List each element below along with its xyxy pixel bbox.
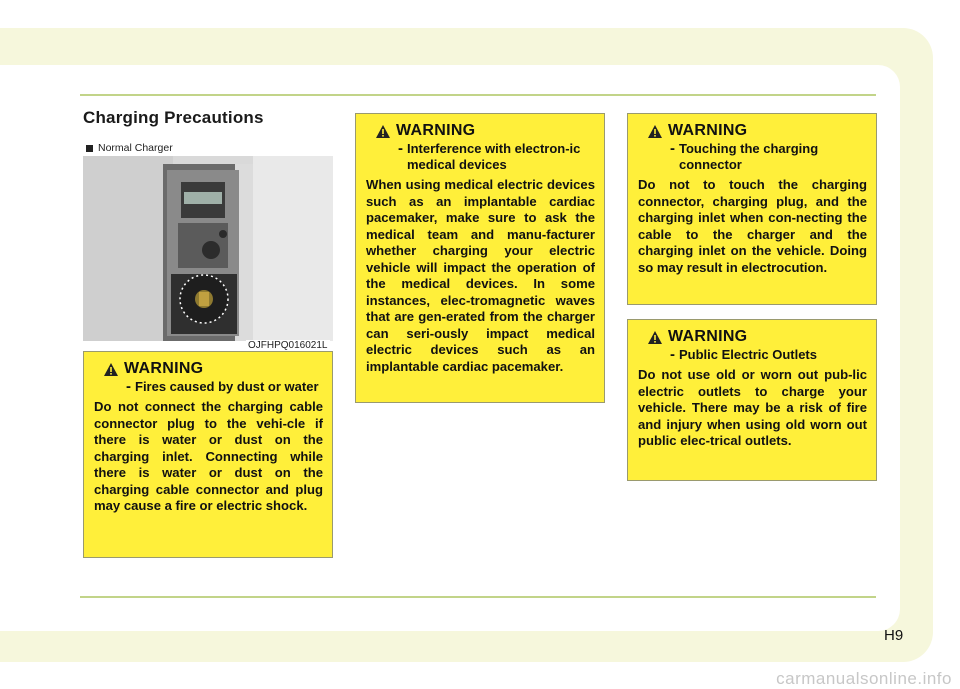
warning-body: Do not connect the charging cable connector plug to the vehi-cle if there is water or dust on the charging inlet. Connecting while there is water or dust on the charging cable connector and plug may cause a fire or electric shock.: [94, 399, 323, 513]
warning-box-medical-devices: [355, 113, 605, 403]
figure-label: [86, 142, 173, 154]
warning-header: [648, 122, 867, 140]
warning-triangle-icon: [104, 363, 118, 376]
warning-triangle-icon: [648, 331, 662, 344]
warning-title: WARNING: [396, 122, 476, 139]
warning-triangle-icon: [648, 125, 662, 138]
figure-code: OJFHPQ016021L: [248, 340, 328, 351]
warning-header: [648, 328, 867, 346]
charger-illustration: [83, 156, 333, 341]
warning-body: Do not use old or worn out pub-lic electric outlets to charge your vehicle. There may be a risk of fire and injury when using old worn out public elec-trical outlets.: [638, 367, 867, 448]
warning-subtitle: - Public Electric Outlets: [670, 346, 817, 363]
top-rule: [80, 94, 876, 96]
warning-subtitle: - Touching the charging connector: [670, 140, 819, 172]
bullet-square-icon: [86, 145, 93, 152]
warning-title: WARNING: [668, 122, 748, 139]
warning-title: WARNING: [124, 360, 204, 377]
warning-header: [376, 122, 595, 140]
warning-body: When using medical electric devices such as an implantable cardiac pacemaker, make sure to ask the medical team and manu-facturer whether charging your electric vehicle will impact the operation of the medical devices. In some instances, elec-tromagnetic waves that are gen-erated from the charger can seri-ously impact medical electric devices such as an implantable cardiac pacemaker.: [366, 177, 595, 374]
watermark: carmanualsonline.info: [776, 669, 952, 688]
figure-label-text: Normal Charger: [98, 142, 173, 154]
warning-body: Do not to touch the charging connector, charging plug, and the charging inlet when con-necting the cable to the charger and the charging inlet on the vehicle. Doing so may result in electrocution.: [638, 177, 867, 275]
charger-photo: [83, 156, 333, 341]
bottom-rule: [80, 596, 876, 598]
warning-subtitle: - Fires caused by dust or water: [126, 378, 319, 395]
warning-subtitle: - Interference with electron-ic medical devices: [398, 140, 581, 172]
warning-triangle-icon: [376, 125, 390, 138]
section-title: Charging Precautions: [83, 108, 264, 127]
warning-title: WARNING: [668, 328, 748, 345]
warning-header: [104, 360, 323, 378]
warning-box-dust-water: [83, 351, 333, 558]
page-number: H9: [884, 627, 904, 644]
warning-box-public-outlets: [627, 319, 877, 481]
warning-box-touching-connector: [627, 113, 877, 305]
